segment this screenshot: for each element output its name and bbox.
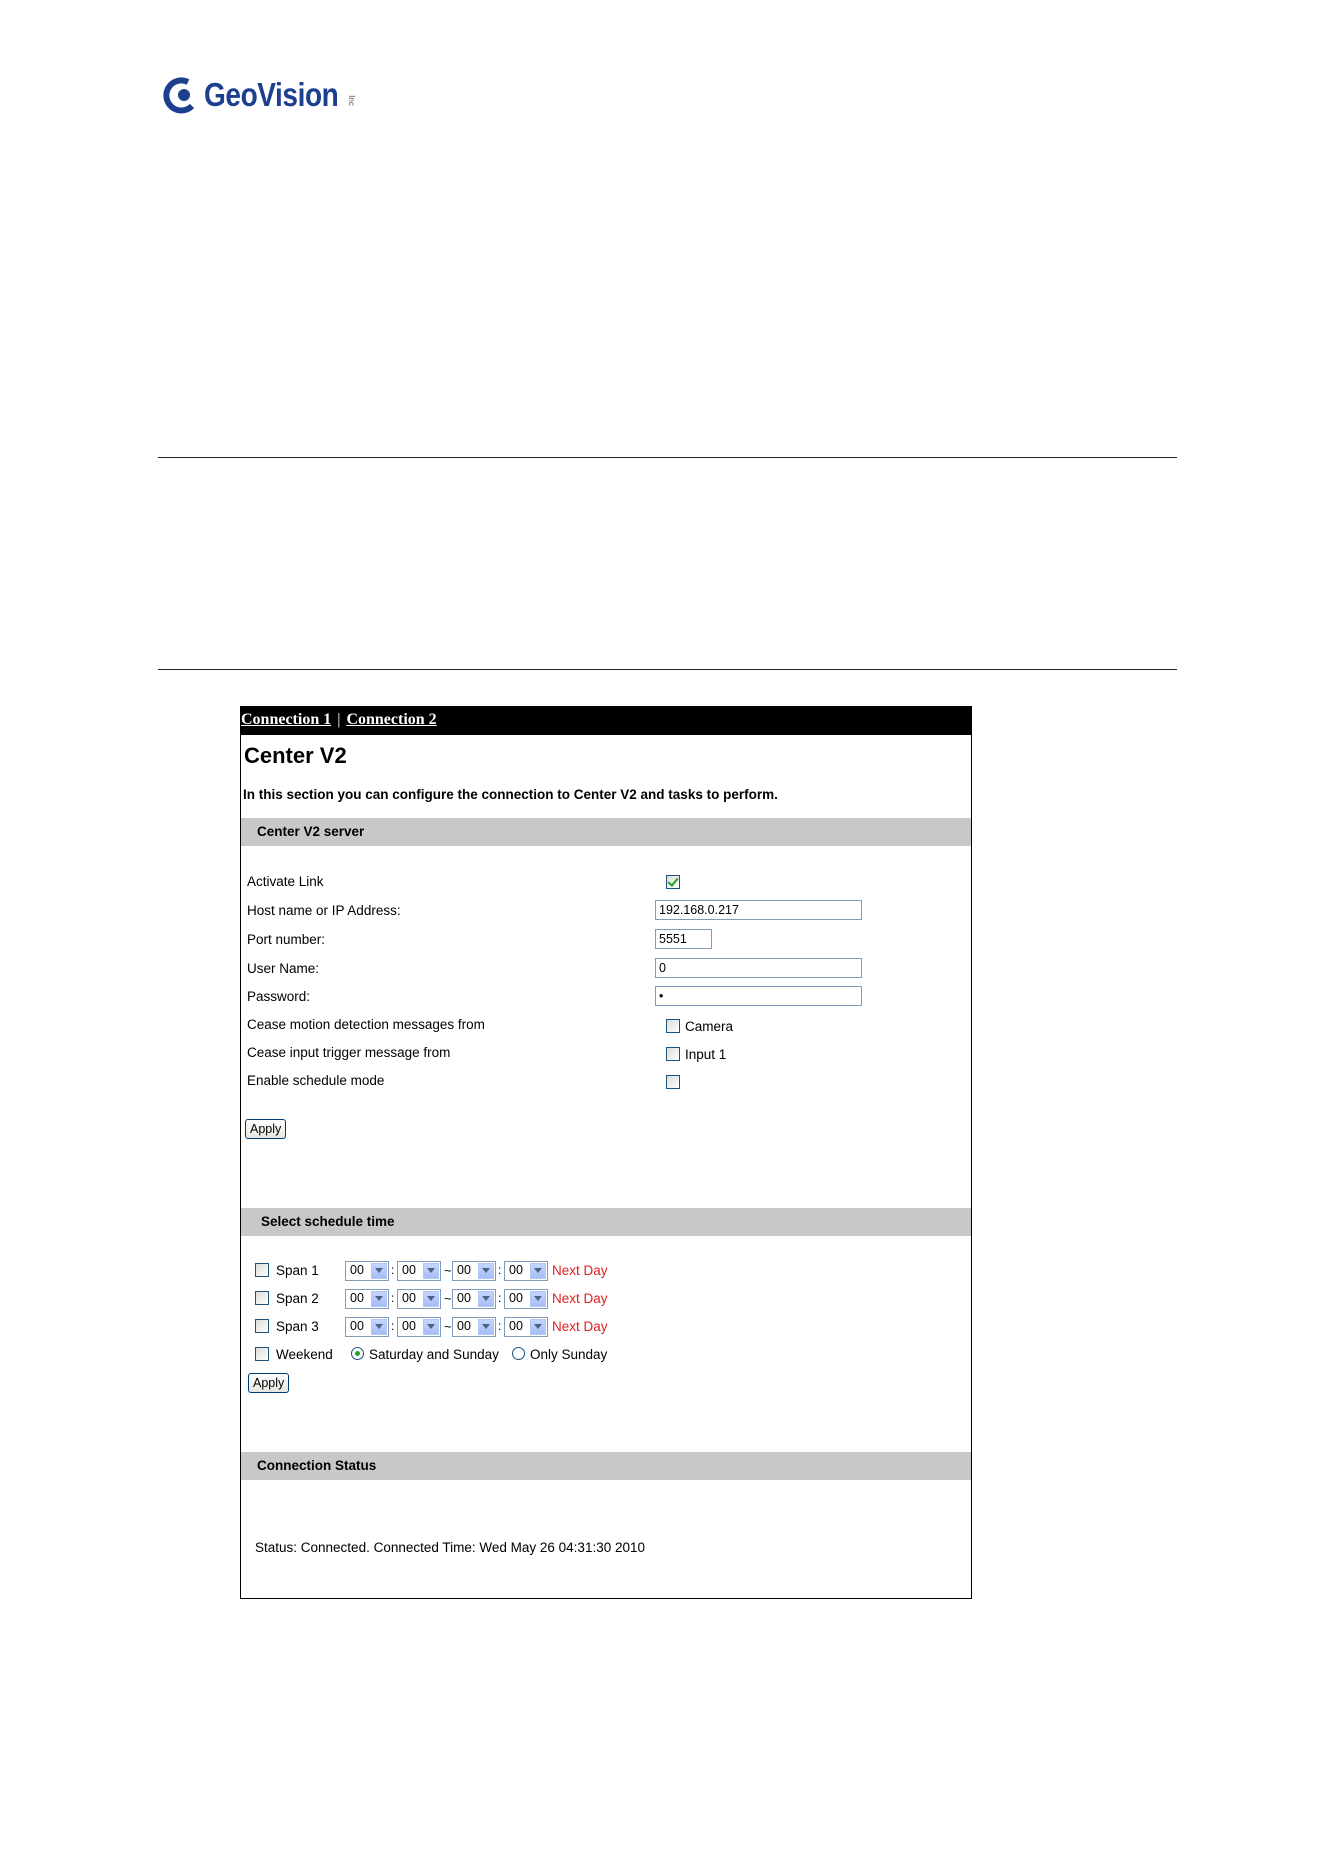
chevron-down-icon bbox=[371, 1291, 387, 1307]
cease-input-1-label: Input 1 bbox=[685, 1047, 727, 1062]
span-1-end-min-value: 00 bbox=[509, 1263, 523, 1277]
cease-input-label: Cease input trigger message from bbox=[247, 1045, 451, 1060]
schedule-mode-label: Enable schedule mode bbox=[247, 1073, 385, 1088]
weekend-checkbox[interactable] bbox=[255, 1347, 269, 1361]
span-3-start-min-select[interactable] bbox=[397, 1317, 441, 1337]
span-3-label: Span 3 bbox=[276, 1319, 319, 1334]
logo-inc: Inc bbox=[346, 95, 356, 106]
page-title: Center V2 bbox=[244, 743, 347, 768]
username-label: User Name: bbox=[247, 961, 320, 976]
port-label: Port number: bbox=[247, 932, 326, 947]
connection-status-text: Status: Connected. Connected Time: Wed May 26 04:31:30 2010 bbox=[255, 1540, 645, 1555]
chevron-down-icon bbox=[371, 1319, 387, 1335]
chevron-down-icon bbox=[423, 1263, 439, 1279]
span-2-end-min-select[interactable] bbox=[504, 1289, 548, 1309]
connection-tabs bbox=[241, 707, 971, 735]
schedule-section-header: Select schedule time bbox=[241, 1208, 971, 1236]
chevron-down-icon bbox=[478, 1319, 494, 1335]
host-input[interactable]: 192.168.0.217 bbox=[655, 900, 862, 920]
chevron-down-icon bbox=[530, 1291, 546, 1307]
colon: : bbox=[391, 1263, 395, 1277]
span-2-end-hour-select[interactable] bbox=[452, 1289, 496, 1309]
span-2-next-day: Next Day bbox=[552, 1291, 608, 1306]
colon: : bbox=[391, 1319, 395, 1333]
tab-connection-2[interactable]: Connection 2 bbox=[346, 711, 437, 728]
cease-motion-label: Cease motion detection messages from bbox=[247, 1017, 485, 1032]
span-1-end-hour-value: 00 bbox=[457, 1263, 471, 1277]
chevron-down-icon bbox=[530, 1263, 546, 1279]
schedule-mode-checkbox[interactable] bbox=[666, 1075, 680, 1089]
header-rule bbox=[158, 457, 1177, 458]
span-2-start-min-value: 00 bbox=[402, 1291, 416, 1305]
weekend-only-sunday-radio[interactable] bbox=[512, 1347, 525, 1360]
page-intro: In this section you can configure the connection to Center V2 and tasks to perform. bbox=[243, 787, 778, 802]
span-1-label: Span 1 bbox=[276, 1263, 319, 1278]
server-section-header: Center V2 server bbox=[241, 818, 971, 846]
password-label: Password: bbox=[247, 989, 311, 1004]
span-3-start-hour-value: 00 bbox=[350, 1319, 364, 1333]
chevron-down-icon bbox=[423, 1291, 439, 1307]
span-1-next-day: Next Day bbox=[552, 1263, 608, 1278]
span-1-start-hour-select[interactable] bbox=[345, 1261, 389, 1281]
span-1-end-min-select[interactable] bbox=[504, 1261, 548, 1281]
schedule-apply-button[interactable]: Apply bbox=[248, 1373, 289, 1393]
port-input[interactable]: 5551 bbox=[655, 929, 712, 949]
weekend-sat-sun-label: Saturday and Sunday bbox=[369, 1347, 499, 1362]
geovision-logo bbox=[162, 70, 362, 120]
span-2-label: Span 2 bbox=[276, 1291, 319, 1306]
chevron-down-icon bbox=[478, 1263, 494, 1279]
tab-connection-1[interactable]: Connection 1 bbox=[241, 711, 332, 728]
center-v2-panel bbox=[240, 706, 972, 1599]
span-2-start-min-select[interactable] bbox=[397, 1289, 441, 1309]
tab-separator: | bbox=[337, 711, 341, 728]
weekend-sat-sun-radio[interactable] bbox=[351, 1347, 364, 1360]
username-input[interactable]: 0 bbox=[655, 958, 862, 978]
server-apply-button[interactable]: Apply bbox=[245, 1119, 286, 1139]
colon: : bbox=[498, 1319, 502, 1333]
span-3-end-min-value: 00 bbox=[509, 1319, 523, 1333]
colon: : bbox=[498, 1263, 502, 1277]
host-label: Host name or IP Address: bbox=[247, 903, 401, 918]
span-3-next-day: Next Day bbox=[552, 1319, 608, 1334]
span-1-start-hour-value: 00 bbox=[350, 1263, 364, 1277]
span-2-start-hour-value: 00 bbox=[350, 1291, 364, 1305]
weekend-only-sunday-label: Only Sunday bbox=[530, 1347, 608, 1362]
colon: : bbox=[498, 1291, 502, 1305]
span-3-end-hour-select[interactable] bbox=[452, 1317, 496, 1337]
span-3-end-min-select[interactable] bbox=[504, 1317, 548, 1337]
password-input[interactable]: • bbox=[655, 986, 862, 1006]
activate-link-label: Activate Link bbox=[247, 874, 324, 889]
span-1-end-hour-select[interactable] bbox=[452, 1261, 496, 1281]
span-1-start-min-select[interactable] bbox=[397, 1261, 441, 1281]
span-1-checkbox[interactable] bbox=[255, 1263, 269, 1277]
logo-mark-icon bbox=[162, 76, 200, 114]
colon: : bbox=[391, 1291, 395, 1305]
span-2-end-min-value: 00 bbox=[509, 1291, 523, 1305]
logo-text: GeoVision bbox=[204, 76, 339, 113]
activate-link-checkbox[interactable] bbox=[666, 875, 680, 889]
tilde: ~ bbox=[444, 1263, 452, 1278]
cease-motion-camera-checkbox[interactable] bbox=[666, 1019, 680, 1033]
chevron-down-icon bbox=[423, 1319, 439, 1335]
span-2-checkbox[interactable] bbox=[255, 1291, 269, 1305]
chevron-down-icon bbox=[371, 1263, 387, 1279]
section-rule bbox=[158, 669, 1177, 670]
span-1-start-min-value: 00 bbox=[402, 1263, 416, 1277]
chevron-down-icon bbox=[478, 1291, 494, 1307]
chevron-down-icon bbox=[530, 1319, 546, 1335]
span-3-start-hour-select[interactable] bbox=[345, 1317, 389, 1337]
tilde: ~ bbox=[444, 1319, 452, 1334]
cease-motion-camera-label: Camera bbox=[685, 1019, 734, 1034]
cease-input-1-checkbox[interactable] bbox=[666, 1047, 680, 1061]
span-3-checkbox[interactable] bbox=[255, 1319, 269, 1333]
span-2-start-hour-select[interactable] bbox=[345, 1289, 389, 1309]
span-3-end-hour-value: 00 bbox=[457, 1319, 471, 1333]
status-section-header: Connection Status bbox=[241, 1452, 971, 1480]
weekend-label: Weekend bbox=[276, 1347, 333, 1362]
span-2-end-hour-value: 00 bbox=[457, 1291, 471, 1305]
tilde: ~ bbox=[444, 1291, 452, 1306]
span-3-start-min-value: 00 bbox=[402, 1319, 416, 1333]
